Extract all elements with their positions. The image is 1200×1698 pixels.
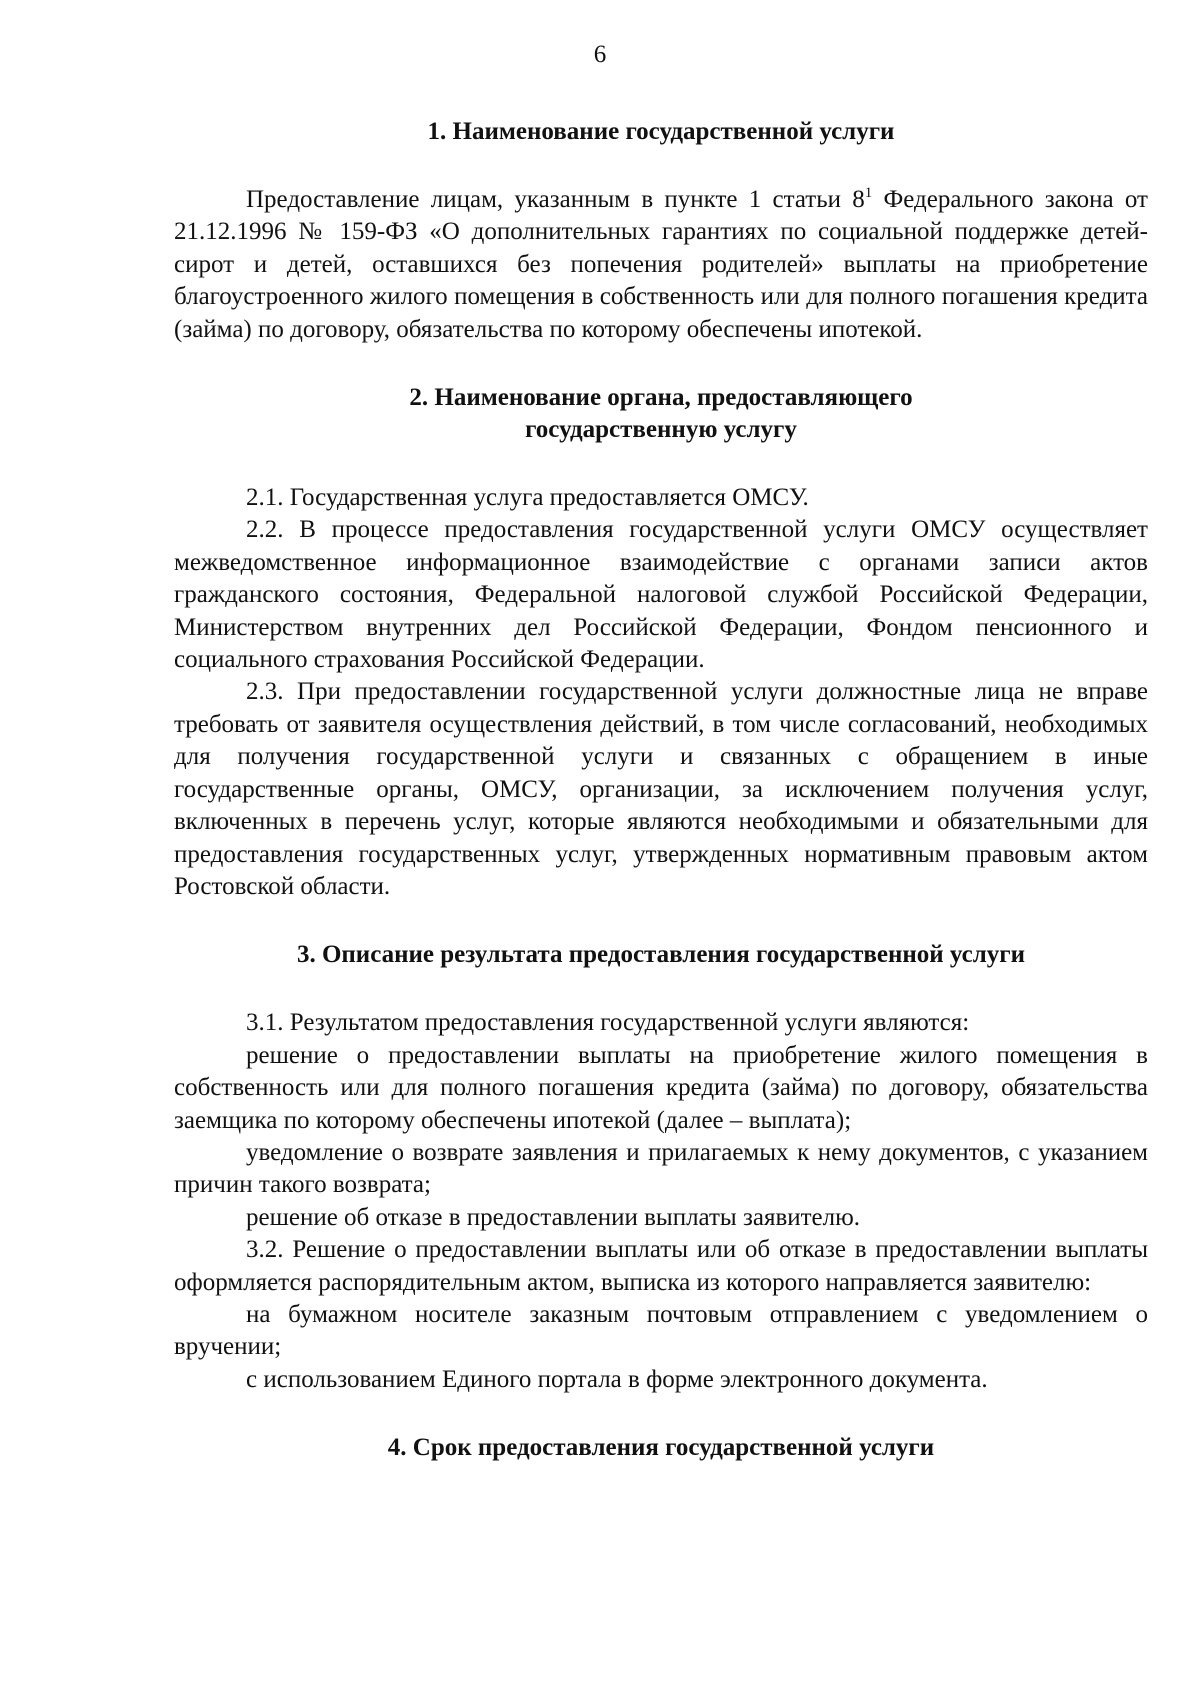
paragraph-2-1: 2.1. Государственная услуга предоставляется ОМСУ. [246,484,809,512]
paragraph-3-2: 3.2. Решение о предоставлении выплаты или об отказе в предоставлении выплаты оформляется распорядительным актом, выписка из которого направляется заявителю: [174,1236,1148,1296]
section-3-heading: 3. Описание результата предоставления государственной услуги [296,941,1026,969]
section-1-heading: 1. Наименование государственной услуги [427,118,895,145]
section-2-heading [174,382,1148,446]
section-2-heading-line-1: 2. Наименование органа, предоставляющего [409,384,913,412]
paragraph-3-1: 3.1. Результатом предоставления государственной услуги являются: [246,1009,970,1037]
delivery-item-paper: на бумажном носителе заказным почтовым отправлением с уведомлением о вручении; [174,1300,1148,1361]
result-item-notification: уведомление о возврате заявления и прилагаемых к нему документов, с указанием причин такого возврата; [174,1138,1148,1199]
section-1-text-start: Предоставление лицам, указанным в пункте 1 статьи 8 [246,186,865,213]
section-4-heading: 4. Срок предоставления государственной услуги [387,1434,935,1462]
paragraph-2-2: 2.2. В процессе предоставления государственной услуги ОМСУ осуществляет межведомственное информационное взаимодействие с органами записи актов гражданского состояния, Федеральной налоговой службой Российской Федерации, Министерством внутренних дел Российской Федерации, Фондом пенсионного и социального страхования Российской Федерации. [174,516,1148,674]
document-body [174,116,1148,1464]
result-item-refusal: решение об отказе в предоставлении выплаты заявителю. [246,1203,861,1231]
result-item-decision: решение о предоставлении выплаты на приобретение жилого помещения в собственность или для полного погашения кредита (займа) по договору, обязательства заемщика по которому обеспечены ипотекой (далее – выплата); [174,1041,1148,1134]
section-1-paragraph [174,184,1148,346]
superscript-mark: 1 [864,185,873,201]
section-1-text-end: Федерального закона от 21.12.1996 № 159-ФЗ «О дополнительных гарантиях по социальной поддержке детей-сирот и детей, оставшихся без попечения родителей» выплаты на приобретение благоустроенного жилого помещения в собственность или для полного погашения кредита (займа) по договору, обязательства по которому обеспечены ипотекой. [174,186,1148,343]
paragraph-2-3: 2.3. При предоставлении государственной услуги должностные лица не вправе требовать от заявителя осуществления действий, в том числе согласований, необходимых для получения государственной услуги и связанных с обращением в иные государственные органы, ОМСУ, организации, за исключением получения услуг, включенных в перечень услуг, которые являются необходимыми и обязательными для предоставления государственных услуг, утвержденных нормативным правовым актом Ростовской области. [174,678,1148,900]
page-number: 6 [593,41,607,68]
section-2-heading-line-2: государственную услугу [525,416,797,444]
delivery-item-portal: с использованием Единого портала в форме электронного документа. [246,1365,988,1393]
